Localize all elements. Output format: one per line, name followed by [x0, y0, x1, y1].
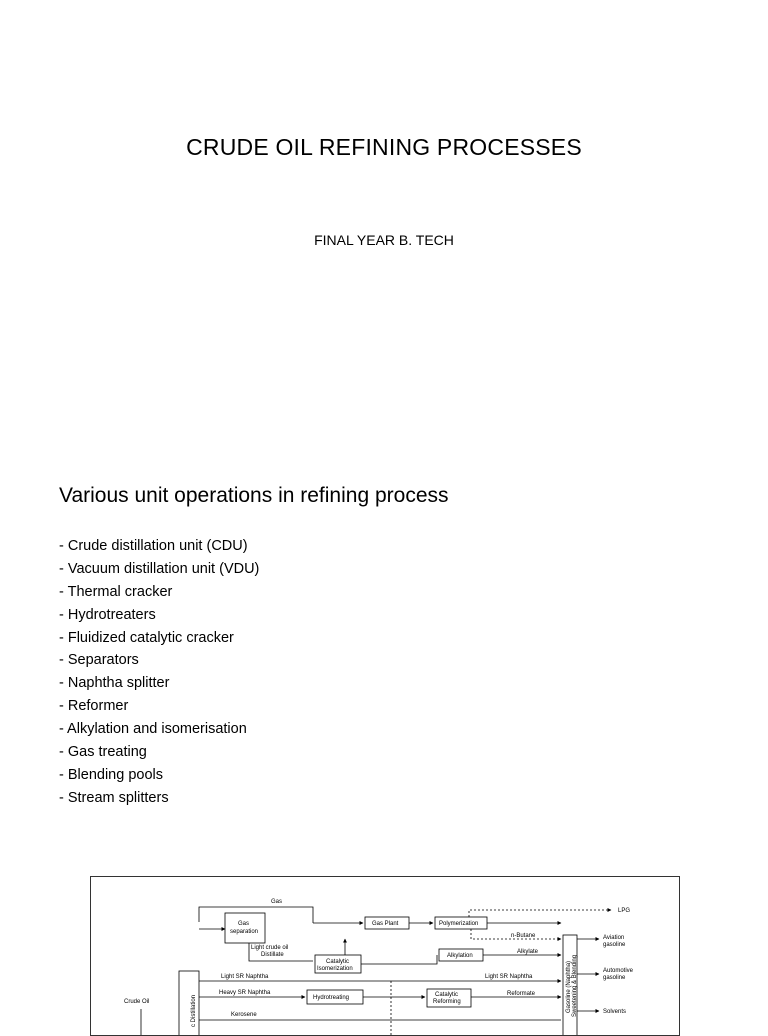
label-solvents: Solvents — [603, 1009, 627, 1015]
section-heading: Various unit operations in refining process — [59, 484, 449, 507]
list-item: - Stream splitters — [59, 789, 169, 806]
label-alkylation: Alkylation — [447, 953, 473, 959]
label-aviation-2: gasoline — [603, 942, 626, 948]
list-item: - Naphtha splitter — [59, 675, 170, 692]
isom-to-alky — [361, 955, 437, 964]
label-light-crude-1: Light crude oil — [251, 945, 289, 951]
refinery-flow-diagram — [90, 876, 680, 1036]
list-item: - Thermal cracker — [59, 583, 173, 600]
label-gas-separation-1: Gas — [238, 921, 250, 927]
label-alkylate: Alkylate — [517, 949, 539, 955]
operations-list — [59, 535, 259, 810]
label-cat-isom-1: Catalytic — [326, 959, 350, 965]
label-gasoline-blending-1: Gasoline (Naphtha) — [566, 960, 572, 1013]
label-cat-reforming-2: Reforming — [433, 999, 461, 1005]
label-n-butane: n-Butane — [511, 933, 536, 939]
list-item: - Alkylation and isomerisation — [59, 721, 247, 738]
label-heavy-sr-naphtha: Heavy SR Naphtha — [219, 990, 271, 996]
list-item: - Reformer — [59, 698, 129, 715]
label-distillation: c Distillation — [191, 994, 197, 1027]
label-crude-oil: Crude Oil — [124, 999, 150, 1005]
label-kerosene: Kerosene — [231, 1012, 257, 1018]
list-item: - Gas treating — [59, 744, 147, 761]
list-item: - Hydrotreaters — [59, 606, 156, 623]
label-reformate: Reformate — [507, 991, 536, 997]
label-cat-isom-2: Isomerization — [317, 966, 353, 972]
label-automotive-2: gasoline — [603, 975, 626, 981]
list-item: - Blending pools — [59, 766, 163, 783]
label-lpg: LPG — [618, 908, 631, 914]
label-hydrotreating: Hydrotreating — [313, 995, 350, 1001]
gas-separation-box — [225, 913, 265, 943]
lpg-line — [469, 910, 611, 917]
label-polymerization: Polymerization — [439, 921, 479, 927]
label-gas-plant: Gas Plant — [372, 921, 399, 927]
label-gas: Gas — [271, 899, 283, 905]
list-item: - Crude distillation unit (CDU) — [59, 538, 248, 554]
page-title: CRUDE OIL REFINING PROCESSES — [186, 134, 582, 160]
label-gas-separation-2: separation — [230, 929, 259, 935]
label-automotive-1: Automotive — [603, 968, 634, 974]
label-light-sr-naphtha-right: Light SR Naphtha — [485, 974, 533, 980]
label-aviation-1: Aviation — [603, 935, 625, 941]
list-item: - Separators — [59, 652, 139, 669]
label-light-crude-2: Distillate — [261, 952, 284, 958]
list-item: - Vacuum distillation unit (VDU) — [59, 560, 260, 577]
flow-diagram-svg — [91, 877, 680, 1036]
page-subtitle: FINAL YEAR B. TECH — [314, 232, 454, 248]
label-gasoline-blending-2: Sweetening & Blending — [572, 954, 578, 1017]
list-item: - Fluidized catalytic cracker — [59, 629, 234, 646]
label-cat-reforming-1: Catalytic — [435, 992, 459, 998]
label-light-sr-naphtha: Light SR Naphtha — [221, 974, 269, 980]
